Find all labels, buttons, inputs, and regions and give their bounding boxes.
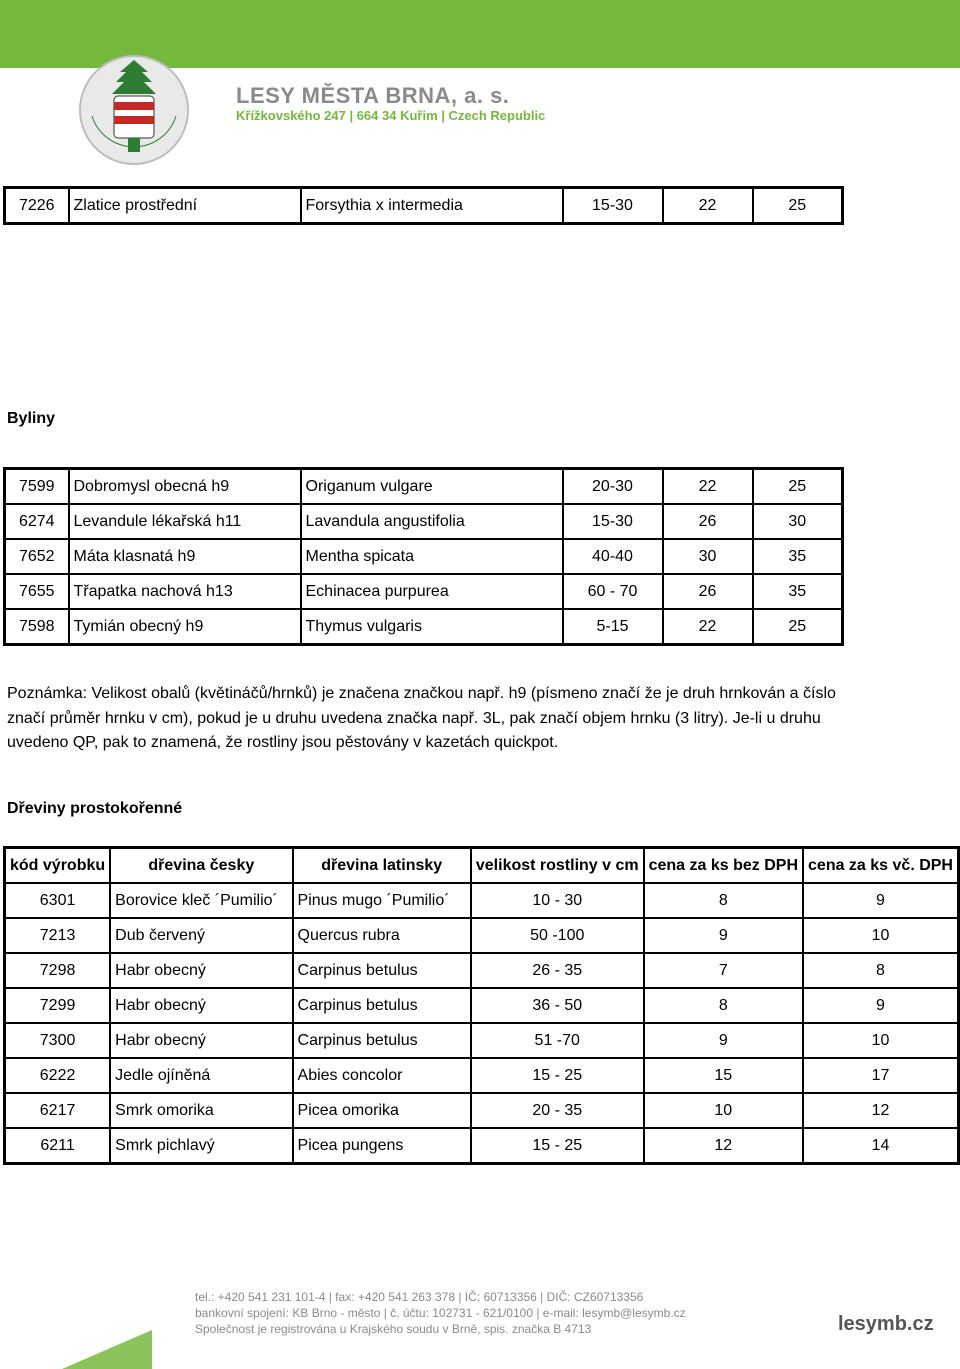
code-cell: 7298 [5,953,111,988]
column-header: dřevina česky [110,848,292,884]
size-cell: 50 -100 [471,918,644,953]
czech-name-cell: Dub červený [110,918,292,953]
size-cell: 60 - 70 [563,574,663,609]
code-cell: 6274 [5,504,69,539]
latin-name-cell: Mentha spicata [301,539,563,574]
note-paragraph: Poznámka: Velikost obalů (květináčů/hrnků) je značena značkou např. h9 (písmeno značí že je druh hrnkován a číslo značí průměr hrnku v cm), pokud je u druhu uvedena značka např. 3L, pak značí objem hrnku (3 litry). Je-li u druhu uvedeno QP, pak to znamená, že rostliny jsou pěstovány v kazetách quickpot. [7,685,836,751]
size-cell: 15 - 25 [471,1058,644,1093]
latin-name-cell: Forsythia x intermedia [301,188,563,224]
price-no-vat-cell: 9 [644,918,803,953]
price-vat-cell: 17 [803,1058,958,1093]
code-cell: 7598 [5,609,69,645]
czech-name-cell: Borovice kleč ´Pumilio´ [110,883,292,918]
latin-name-cell: Echinacea purpurea [301,574,563,609]
footer-line-bank: bankovní spojení: KB Brno - město | č. účtu: 102731 - 621/0100 | e-mail: lesymb@lesymb.cz [195,1306,686,1320]
price-vat-cell: 9 [803,988,958,1023]
table-row [5,1128,959,1164]
price-vat-cell: 35 [753,574,843,609]
size-cell: 36 - 50 [471,988,644,1023]
price-vat-cell: 30 [753,504,843,539]
column-header: kód výrobku [5,848,111,884]
code-cell: 7655 [5,574,69,609]
price-vat-cell: 25 [753,469,843,505]
table-row [5,953,959,988]
price-vat-cell: 9 [803,883,958,918]
table-row [5,918,959,953]
latin-name-cell: Picea omorika [293,1093,471,1128]
company-name: LESY MĚSTA BRNA, a. s. [236,83,510,108]
table-row [5,539,843,574]
code-cell: 6222 [5,1058,111,1093]
latin-name-cell: Carpinus betulus [293,953,471,988]
code-cell: 6217 [5,1093,111,1128]
table-row [5,988,959,1023]
table-row [5,188,843,224]
table-row [5,1093,959,1128]
latin-name-cell: Carpinus betulus [293,1023,471,1058]
table-row [5,883,959,918]
czech-name-cell: Třapatka nachová h13 [69,574,301,609]
price-no-vat-cell: 8 [644,988,803,1023]
table-row [5,1023,959,1058]
czech-name-cell: Zlatice prostřední [69,188,301,224]
footer-website: lesymb.cz [838,1313,934,1335]
price-no-vat-cell: 22 [663,188,753,224]
price-vat-cell: 12 [803,1093,958,1128]
latin-name-cell: Thymus vulgaris [301,609,563,645]
code-cell: 7226 [5,188,69,224]
price-no-vat-cell: 30 [663,539,753,574]
column-header: velikost rostliny v cm [471,848,644,884]
code-cell: 7599 [5,469,69,505]
latin-name-cell: Origanum vulgare [301,469,563,505]
price-vat-cell: 8 [803,953,958,988]
price-vat-cell: 14 [803,1128,958,1164]
price-vat-cell: 25 [753,188,843,224]
price-vat-cell: 25 [753,609,843,645]
czech-name-cell: Jedle ojíněná [110,1058,292,1093]
table-header-row [5,848,959,884]
top-price-table [3,186,844,225]
table-row [5,469,843,505]
footer-green-decoration [62,1330,152,1369]
column-header: cena za ks bez DPH [644,848,803,884]
size-cell: 20 - 35 [471,1093,644,1128]
size-cell: 20-30 [563,469,663,505]
code-cell: 7213 [5,918,111,953]
size-cell: 5-15 [563,609,663,645]
table-row [5,574,843,609]
footer-contact [195,1289,686,1337]
latin-name-cell: Pinus mugo ´Pumilio´ [293,883,471,918]
price-no-vat-cell: 8 [644,883,803,918]
price-no-vat-cell: 12 [644,1128,803,1164]
code-cell: 6301 [5,883,111,918]
footer-line-registration: Společnost je registrována u Krajského soudu v Brně, spis. značka B 4713 [195,1322,592,1336]
price-no-vat-cell: 26 [663,574,753,609]
table-row [5,504,843,539]
czech-name-cell: Máta klasnatá h9 [69,539,301,574]
size-cell: 40-40 [563,539,663,574]
code-cell: 6211 [5,1128,111,1164]
table-row [5,1058,959,1093]
price-no-vat-cell: 10 [644,1093,803,1128]
price-vat-cell: 10 [803,918,958,953]
code-cell: 7652 [5,539,69,574]
latin-name-cell: Picea pungens [293,1128,471,1164]
size-cell: 10 - 30 [471,883,644,918]
latin-name-cell: Lavandula angustifolia [301,504,563,539]
section-title-byliny: Byliny [7,410,56,427]
latin-name-cell: Quercus rubra [293,918,471,953]
byliny-price-table [3,467,844,646]
size-cell: 26 - 35 [471,953,644,988]
code-cell: 7300 [5,1023,111,1058]
price-no-vat-cell: 15 [644,1058,803,1093]
price-no-vat-cell: 22 [663,469,753,505]
czech-name-cell: Levandule lékařská h11 [69,504,301,539]
column-header: dřevina latinsky [293,848,471,884]
czech-name-cell: Habr obecný [110,953,292,988]
czech-name-cell: Habr obecný [110,988,292,1023]
company-address: Křížkovského 247 | 664 34 Kuřim | Czech Republic [236,108,546,123]
price-no-vat-cell: 26 [663,504,753,539]
dreviny-price-table [3,846,960,1165]
latin-name-cell: Abies concolor [293,1058,471,1093]
size-cell: 15 - 25 [471,1128,644,1164]
price-vat-cell: 10 [803,1023,958,1058]
czech-name-cell: Dobromysl obecná h9 [69,469,301,505]
size-cell: 15-30 [563,188,663,224]
company-logo [78,46,190,170]
code-cell: 7299 [5,988,111,1023]
price-vat-cell: 35 [753,539,843,574]
table-row [5,609,843,645]
latin-name-cell: Carpinus betulus [293,988,471,1023]
size-cell: 15-30 [563,504,663,539]
column-header: cena za ks vč. DPH [803,848,958,884]
czech-name-cell: Tymián obecný h9 [69,609,301,645]
price-no-vat-cell: 22 [663,609,753,645]
czech-name-cell: Smrk pichlavý [110,1128,292,1164]
czech-name-cell: Smrk omorika [110,1093,292,1128]
section-title-dreviny: Dřeviny prostokořenné [7,800,183,817]
price-no-vat-cell: 7 [644,953,803,988]
price-no-vat-cell: 9 [644,1023,803,1058]
czech-name-cell: Habr obecný [110,1023,292,1058]
size-cell: 51 -70 [471,1023,644,1058]
footer-line-contact: tel.: +420 541 231 101-4 | fax: +420 541 263 378 | IČ: 60713356 | DIČ: CZ60713356 [195,1290,644,1304]
